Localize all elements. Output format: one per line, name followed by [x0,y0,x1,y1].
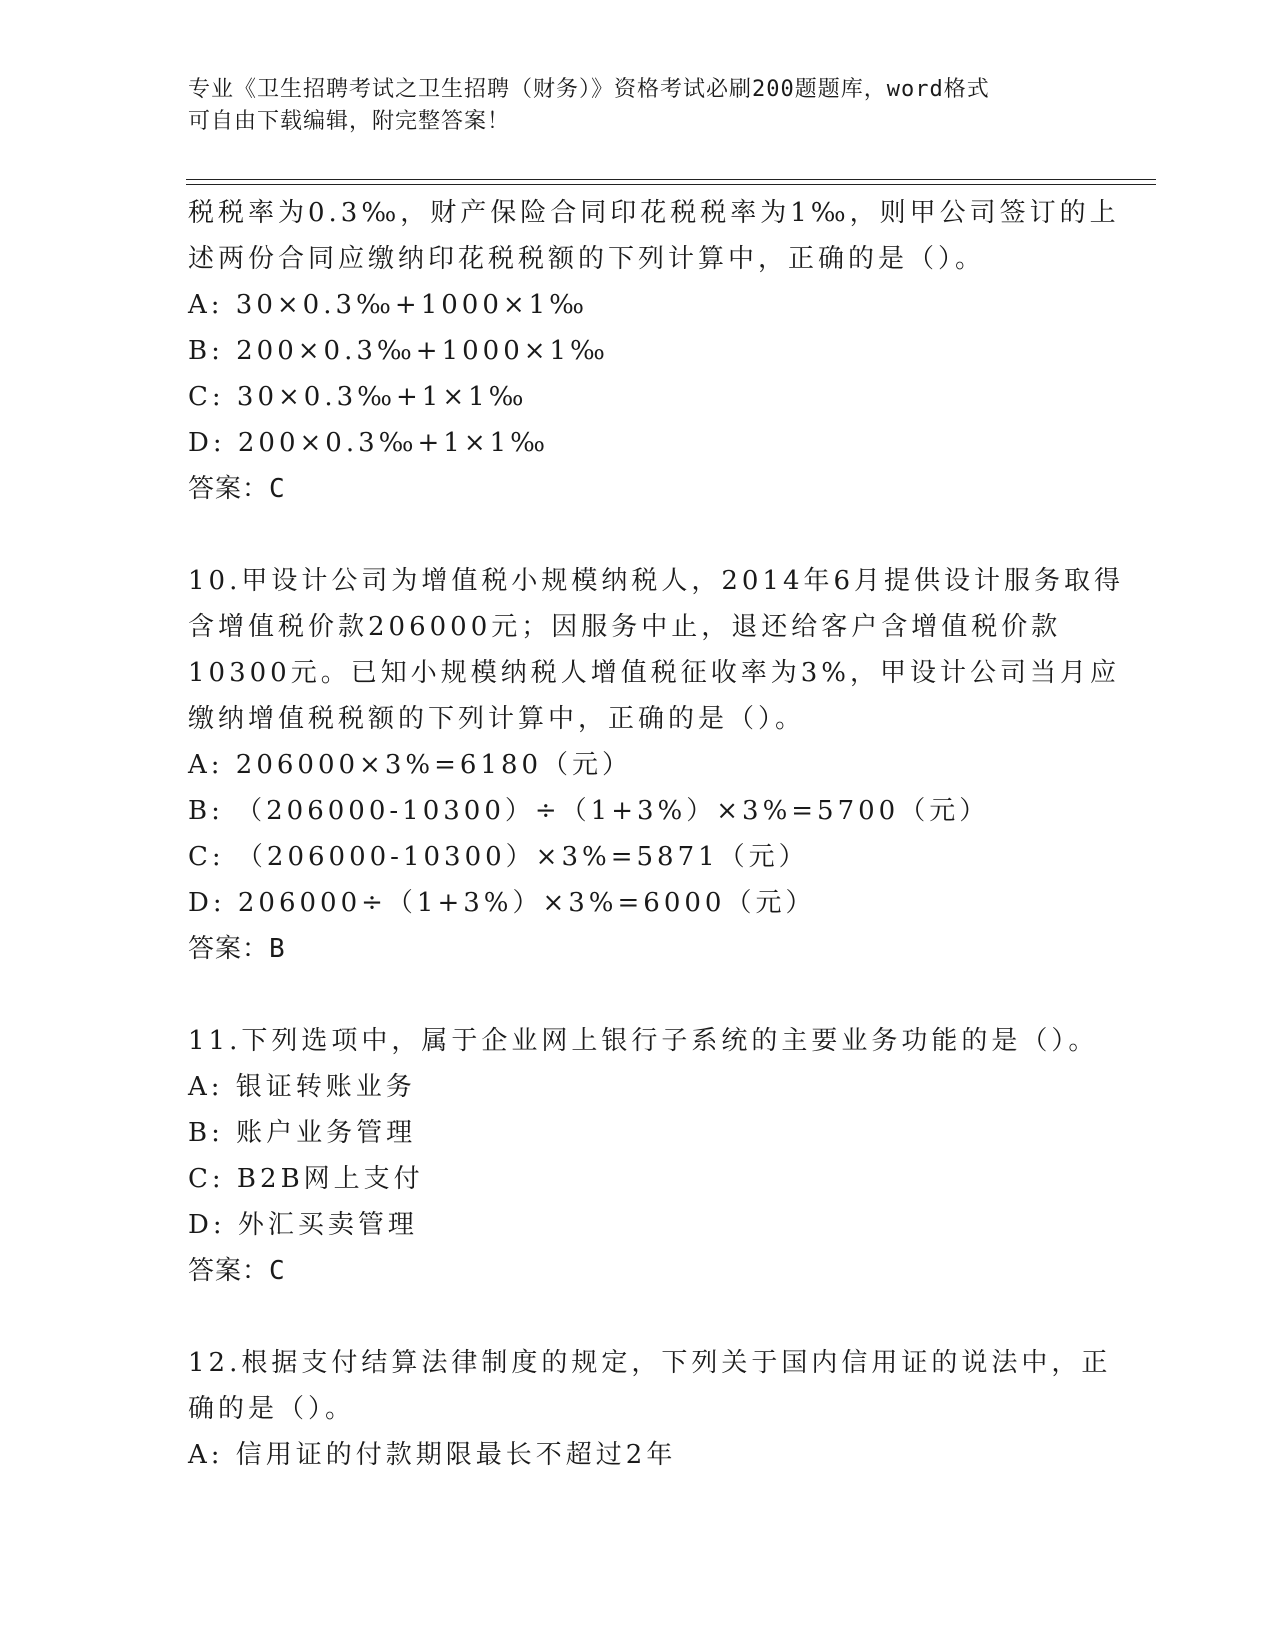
option-d: D: 外汇买卖管理 [188,1210,418,1240]
question-stem-line: 述两份合同应缴纳印花税税额的下列计算中，正确的是（）。 [188,244,986,274]
option-b: B: 200×0.3‰+1000×1‰ [188,336,609,366]
spacer [188,1294,1148,1340]
answer-line: 答案：B [188,934,286,964]
question-stem-line: 税税率为0.3‰，财产保险合同印花税税率为1‰，则甲公司签订的上 [188,198,1120,228]
option-a: A: 206000×3%=6180（元） [188,750,633,780]
header-line-2: 可自由下载编辑，附完整答案！ [188,109,511,134]
question-9 [188,190,1148,512]
option-b: B: （206000-10300）÷（1+3%）×3%=5700（元） [188,796,990,826]
question-stem-line: 10.甲设计公司为增值税小规模纳税人，2014年6月提供设计服务取得 [188,566,1125,596]
header-divider-top [186,179,1156,180]
option-c: C: （206000-10300）×3%=5871（元） [188,842,809,872]
option-c: C: 30×0.3‰+1×1‰ [188,382,528,412]
document-header [188,74,1088,138]
option-a: A: 信用证的付款期限最长不超过2年 [188,1440,677,1470]
header-line-1: 专业《卫生招聘考试之卫生招聘（财务）》资格考试必刷200题题库，word格式 [188,77,990,102]
question-11 [188,1018,1148,1294]
question-stem-line: 确的是（）。 [188,1394,356,1424]
question-list [188,190,1148,1478]
option-a: A: 银证转账业务 [188,1072,416,1102]
question-stem-line: 10300元。已知小规模纳税人增值税征收率为3%，甲设计公司当月应 [188,658,1120,688]
answer-line: 答案：C [188,474,286,504]
spacer [188,512,1148,558]
question-stem-line: 缴纳增值税税额的下列计算中，正确的是（）。 [188,704,806,734]
answer-line: 答案：C [188,1256,286,1286]
option-c: C: B2B网上支付 [188,1164,424,1194]
option-b: B: 账户业务管理 [188,1118,417,1148]
question-stem-line: 11.下列选项中，属于企业网上银行子系统的主要业务功能的是（）。 [188,1026,1099,1056]
question-12 [188,1340,1148,1478]
header-divider-bottom [186,184,1156,185]
question-10 [188,558,1148,972]
option-a: A: 30×0.3‰+1000×1‰ [188,290,589,320]
question-stem-line: 含增值税价款206000元；因服务中止，退还给客户含增值税价款 [188,612,1062,642]
option-d: D: 206000÷（1+3%）×3%=6000（元） [188,888,816,918]
question-stem-line: 12.根据支付结算法律制度的规定，下列关于国内信用证的说法中，正 [188,1348,1112,1378]
spacer [188,972,1148,1018]
option-d: D: 200×0.3‰+1×1‰ [188,428,550,458]
